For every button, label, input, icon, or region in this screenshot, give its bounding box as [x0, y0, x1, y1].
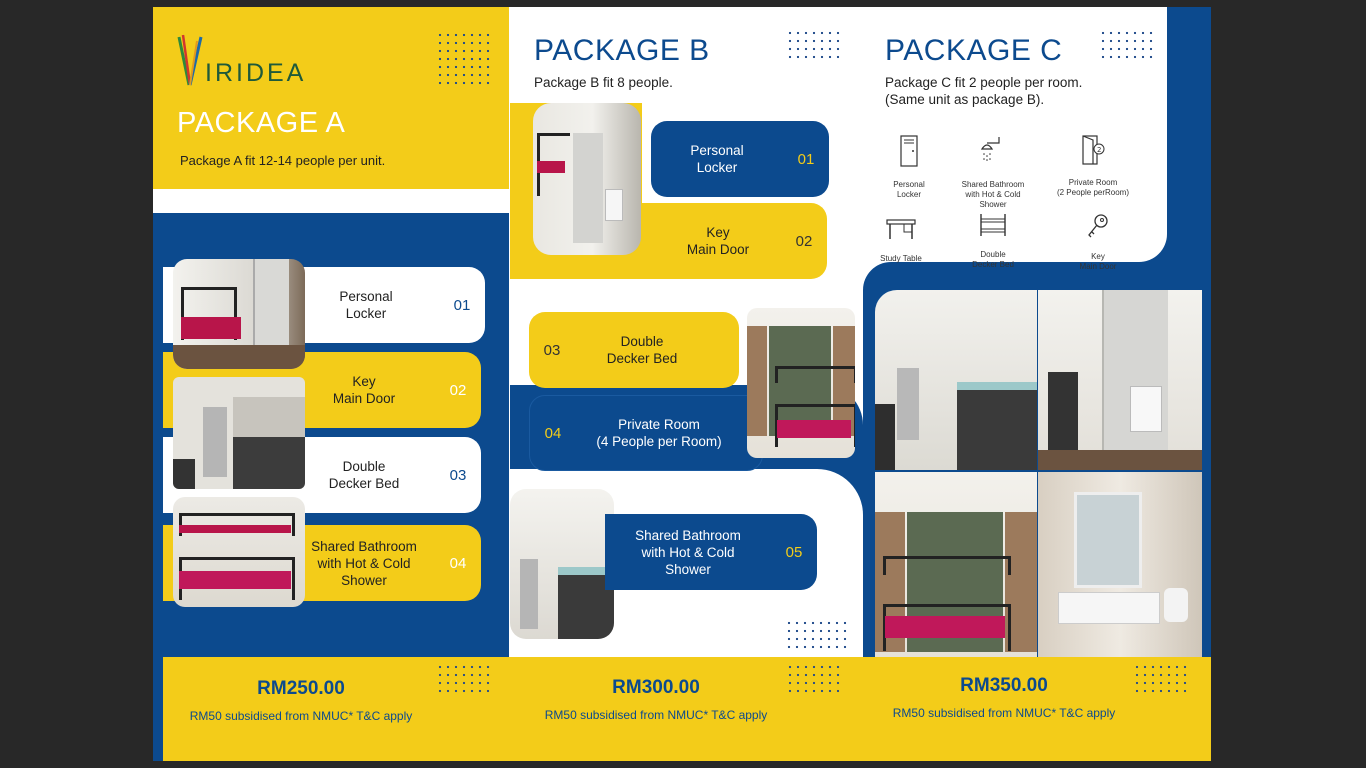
door-icon: [1079, 135, 1107, 165]
feature-number: 04: [449, 554, 467, 572]
amenity-label: Double Decker Bed: [972, 250, 1014, 269]
logo-text: IRIDEA: [205, 59, 307, 87]
amenity-locker: [869, 125, 949, 200]
feature-number: 05: [785, 543, 803, 561]
room-photo: [533, 103, 641, 255]
amenity-label: Private Room (2 People perRoom): [1056, 178, 1130, 197]
package-b-feature-private-room: [529, 395, 763, 471]
package-c-description: Package C fit 2 people per room. (Same unit as package B).: [885, 75, 1083, 107]
amenity-bunk-bed: [953, 203, 1033, 270]
table-icon: [886, 217, 916, 241]
feature-number: 03: [449, 466, 467, 484]
amenity-label: Personal Locker: [893, 180, 925, 199]
package-b-feature-key: [641, 203, 827, 279]
price-note: RM50 subsidised from NMUC* T&C apply: [544, 708, 768, 722]
decor-dots: [1099, 29, 1155, 61]
amenity-key: [1058, 203, 1138, 272]
locker-icon: [899, 135, 919, 167]
bunk-bed-window-photo: [875, 472, 1037, 657]
feature-label: Double Decker Bed: [328, 459, 400, 491]
decor-dots: [785, 619, 849, 653]
bathroom-photo: [1038, 472, 1202, 657]
package-b-feature-locker: [651, 121, 829, 197]
amenity-bathroom: [953, 125, 1033, 210]
bunk-bed-window-photo: [747, 308, 855, 458]
locker-room-photo: [1038, 290, 1202, 470]
feature-number: 02: [795, 232, 813, 250]
package-a-description: Package A fit 12-14 people per unit.: [180, 153, 386, 168]
shower-icon: [979, 135, 1007, 167]
decor-dots: [1133, 663, 1191, 693]
package-c-price: [871, 675, 1137, 720]
room-photo: [173, 259, 305, 369]
brochure-sheet: [153, 7, 1211, 761]
price-amount: RM250.00: [257, 678, 345, 699]
package-b-feature-bathroom: [605, 514, 817, 590]
package-b-title: PACKAGE B: [534, 34, 710, 67]
feature-label: Personal Locker: [690, 143, 744, 175]
feature-label: Shared Bathroom with Hot & Cold Shower: [635, 527, 741, 577]
decor-dots: [786, 663, 844, 693]
kitchen-photo: [510, 489, 614, 639]
bunk-bed-icon: [979, 213, 1007, 237]
decor-dots: [436, 31, 492, 87]
feature-number: 03: [543, 341, 561, 359]
amenity-label: Study Table: [880, 254, 922, 263]
amenity-label: Key Main Door: [1079, 252, 1117, 271]
price-amount: RM300.00: [612, 677, 700, 698]
svg-text:2: 2: [1097, 146, 1102, 154]
feature-label: Shared Bathroom with Hot & Cold Shower: [311, 538, 417, 588]
decor-dots: [786, 29, 842, 61]
package-a-title: PACKAGE A: [177, 107, 346, 139]
price-note: RM50 subsidised from NMUC* T&C apply: [892, 706, 1116, 720]
package-b-description: Package B fit 8 people.: [534, 75, 673, 90]
package-a-price: [163, 678, 439, 723]
feature-label: Double Decker Bed: [606, 334, 678, 366]
feature-label: Key Main Door: [686, 225, 750, 257]
feature-label: Personal Locker: [339, 289, 393, 321]
bunk-bed-photo: [173, 497, 305, 607]
feature-number: 04: [544, 424, 562, 442]
viridea-logo: [177, 31, 327, 91]
feature-label: Key Main Door: [332, 374, 396, 406]
amenity-label: Shared Bathroom with Hot & Cold Shower: [961, 180, 1025, 209]
kitchen-photo: [173, 377, 305, 489]
amenity-study-table: [861, 207, 941, 264]
kitchen-photo: [875, 290, 1037, 470]
left-edge-strip: [153, 657, 163, 761]
feature-label: Private Room (4 People per Room): [596, 417, 722, 449]
price-note: RM50 subsidised from NMUC* T&C apply: [189, 709, 413, 723]
key-icon: [1086, 213, 1110, 239]
package-b-feature-bed: [529, 312, 739, 388]
package-c-title: PACKAGE C: [885, 34, 1063, 67]
feature-number: 01: [797, 150, 815, 168]
price-amount: RM350.00: [960, 675, 1048, 696]
decor-dots: [436, 663, 494, 693]
feature-number: 01: [453, 296, 471, 314]
amenity-private-room: [1053, 125, 1133, 198]
feature-number: 02: [449, 381, 467, 399]
package-b-price: [521, 677, 791, 722]
